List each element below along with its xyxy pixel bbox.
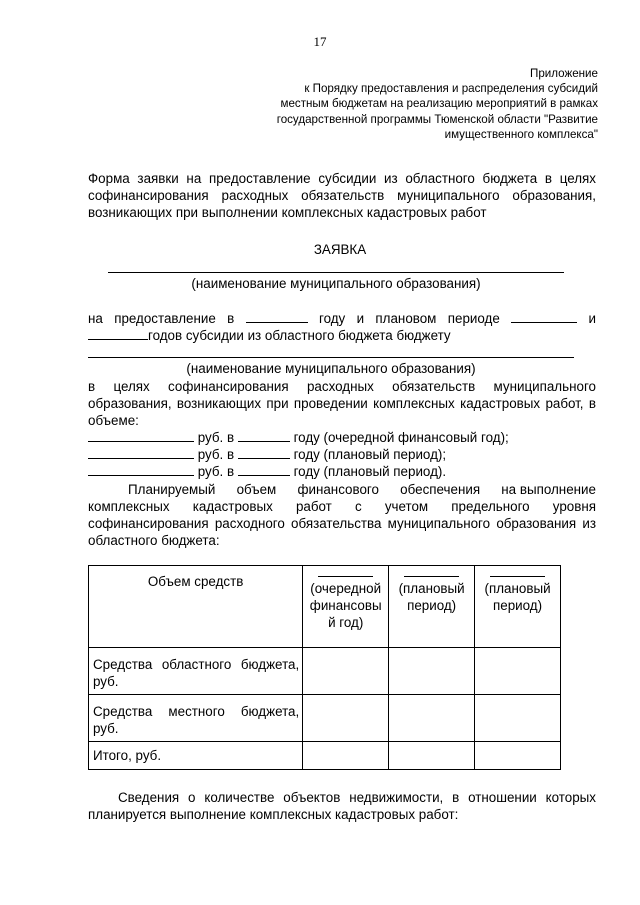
intro-line: возникающих при выполнении комплексных кадастровых работ: [88, 205, 487, 220]
planned-line: софинансирования расходного обязательства муниципального образования из: [88, 516, 596, 531]
amount-line: [88, 446, 446, 463]
planned-line: [128, 481, 596, 498]
planned-word: на выполнение: [501, 482, 596, 497]
amount-line: [88, 463, 446, 480]
appendix-line: к Порядку предоставления и распределения субсидий: [304, 82, 598, 96]
row-label-cell: [89, 695, 303, 742]
provision-text: годов субсидии из областного бюджета бюджету: [148, 328, 451, 343]
value-cell[interactable]: [303, 648, 389, 695]
header-year3-cell: [475, 566, 561, 648]
value-cell[interactable]: [389, 648, 475, 695]
year-blank: [238, 430, 290, 442]
year-blank: [511, 311, 577, 323]
value-cell[interactable]: [389, 695, 475, 742]
planned-word: Планируемый: [128, 482, 216, 497]
header-year1-line: й год): [328, 615, 364, 630]
intro-line: софинансирования расходных обязательств муниципального образования,: [88, 188, 596, 203]
planned-word: финансового: [297, 482, 379, 497]
planned-word: с: [354, 499, 362, 514]
amount-tail: году (плановый период);: [293, 447, 447, 462]
row-label-cell: [89, 742, 303, 770]
purpose-word: расходных: [306, 379, 374, 394]
provision-word: году: [318, 311, 346, 326]
amount-blank: [88, 464, 194, 476]
planned-word: предельного: [451, 499, 530, 514]
provision-word: в: [227, 311, 235, 326]
appendix-note: [258, 66, 598, 142]
municipality-caption: (наименование муниципального образования): [186, 361, 476, 376]
year-blank: [88, 328, 148, 340]
header-year3-line: (плановый: [484, 581, 551, 596]
info-line: планируется выполнение комплексных кадастровых работ:: [88, 807, 459, 822]
planned-word: обеспечения: [400, 482, 481, 497]
provision-word: на: [88, 311, 103, 326]
municipality-fill-line: [108, 272, 564, 273]
value-cell[interactable]: [475, 648, 561, 695]
row-label-line: Итого, руб.: [93, 748, 162, 763]
header-year3-line: период): [493, 598, 543, 613]
appendix-line: местным бюджетам на реализацию мероприятий в рамках: [280, 97, 598, 111]
value-cell[interactable]: [303, 695, 389, 742]
header-year2-cell: [389, 566, 475, 648]
document-title: ЗАЯВКА: [313, 242, 367, 257]
provision-word: периоде: [447, 311, 500, 326]
year-blank: [318, 576, 373, 577]
row-label-line: руб.: [93, 674, 119, 689]
header-year2-line: период): [407, 598, 457, 613]
municipality-fill-line: [88, 357, 574, 358]
planned-word: работ: [295, 499, 332, 514]
amount-blank: [88, 447, 194, 459]
planned-word: учетом: [384, 499, 429, 514]
purpose-word: обязательств: [392, 379, 476, 394]
purpose-word: софинансирования: [168, 379, 289, 394]
year-blank: [238, 447, 290, 459]
table-row: [89, 695, 561, 742]
provision-line: [88, 310, 596, 327]
header-volume-cell: [89, 566, 303, 648]
year-blank: [490, 576, 545, 577]
header-year1-cell: [303, 566, 389, 648]
amount-blank: [88, 430, 194, 442]
provision-word: и: [588, 311, 596, 326]
intro-line: Форма заявки на предоставление субсидии из областного бюджета в целях: [88, 171, 596, 186]
header-year1-line: финансовы: [309, 598, 382, 613]
planned-word: уровня: [552, 499, 596, 514]
purpose-line: объеме:: [88, 413, 139, 428]
purpose-word: в: [88, 379, 96, 394]
purpose-line: [88, 378, 596, 395]
provision-word: плановом: [375, 311, 437, 326]
header-year2-line: (плановый: [398, 581, 465, 596]
year-blank: [404, 576, 459, 577]
amount-rub: руб. в: [197, 447, 235, 462]
funding-table: [88, 565, 561, 770]
value-cell[interactable]: [475, 742, 561, 770]
value-cell[interactable]: [475, 695, 561, 742]
header-volume-label: Объем средств: [147, 574, 244, 589]
table-row: [89, 742, 561, 770]
planned-word: кадастровых: [192, 499, 273, 514]
amount-tail: году (плановый период).: [293, 464, 447, 479]
year-blank: [246, 311, 308, 323]
planned-line: [88, 498, 596, 515]
purpose-line: образования, возникающих при проведении комплексных кадастровых работ, в: [88, 396, 596, 411]
appendix-line: государственной программы Тюменской области "Развитие: [276, 112, 598, 126]
row-label-line: Средства местного бюджета,: [93, 704, 300, 719]
row-label-cell: [89, 648, 303, 695]
planned-word: объем: [236, 482, 277, 497]
table-header-row: [89, 566, 561, 648]
amount-line: [88, 429, 509, 446]
row-label-line: руб.: [93, 721, 119, 736]
amount-rub: руб. в: [197, 464, 235, 479]
purpose-word: целях: [113, 379, 150, 394]
header-year1-line: (очередной: [310, 581, 382, 596]
purpose-word: муниципального: [493, 379, 596, 394]
appendix-line: Приложение: [529, 67, 598, 80]
page-number: 17: [313, 34, 327, 49]
info-line: Сведения о количестве объектов недвижимости, в отношении которых: [118, 790, 596, 805]
municipality-caption: (наименование муниципального образования): [191, 276, 481, 291]
value-cell[interactable]: [389, 742, 475, 770]
amount-tail: году (очередной финансовый год);: [293, 430, 509, 445]
appendix-line: имущественного комплекса": [444, 127, 598, 141]
table-row: [89, 648, 561, 695]
value-cell[interactable]: [303, 742, 389, 770]
row-label-line: Средства областного бюджета,: [93, 657, 300, 672]
planned-line: областного бюджета:: [88, 533, 220, 548]
amount-rub: руб. в: [197, 430, 235, 445]
planned-word: комплексных: [88, 499, 170, 514]
provision-word: предоставление: [114, 311, 216, 326]
provision-word: и: [356, 311, 365, 326]
provision-line: [88, 327, 451, 344]
year-blank: [238, 464, 290, 476]
